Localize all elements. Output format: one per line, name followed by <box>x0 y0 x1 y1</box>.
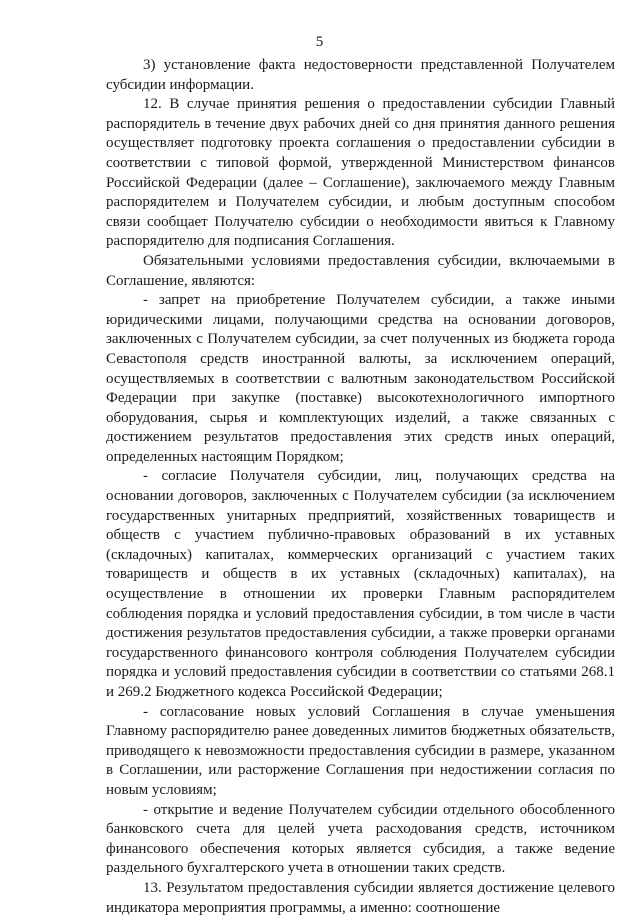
paragraph-clause-12: 12. В случае принятия решения о предоставлении субсидии Главный распорядитель в течение двух рабочих дней со дня принятия данного решения осуществляет подготовку проекта соглашения о предоставлении субсидии в соответствии с типовой формой, утвержденной Министерством финансов Российской Федерации (далее – Соглашение), заключаемого между Главным распорядителем и Получателем субсидии, и любым доступным способом связи сообщает Получателю субсидии о необходимости явиться к Главному распорядителю для подписания Соглашения. <box>106 96 615 250</box>
paragraph-item-3: 3) установление факта недостоверности представленной Получателем субсидии информации. <box>106 57 615 93</box>
page-number: 5 <box>315 34 324 50</box>
paragraph-conditions-intro: Обязательными условиями предоставления субсидии, включаемыми в Соглашение, являются: <box>106 252 615 289</box>
paragraph-currency-ban: - запрет на приобретение Получателем субсидии, а также иными юридическими лицами, получающими средства на основании договоров, заключенных с Получателем субсидии, за счет полученных из бюджета города Севастополя средств иностранной валюты, за исключением операций, осуществляемых в соответствии с валютным законодательством Российской Федерации при закупке (поставке) высокотехнологичного импортного оборудования, сырья и комплектующих изделий, а также связанных с достижением результатов предоставления этих средств иных операций, определенных настоящим Порядком; <box>106 292 615 465</box>
paragraph-inspection-consent: - согласие Получателя субсидии, лиц, получающих средства на основании договоров, заключенных с Получателем субсидии (за исключением государственных унитарных предприятий, хозяйственных товариществ и обществ с участием публично-правовых образований в их уставных (складочных) капиталах, коммерческих организаций с участием таких товариществ и обществ в их уставных (складочных) капиталах), на осуществление в отношении их проверки Главным распорядителем соблюдения порядка и условий предоставления субсидии, в том числе в части достижения результатов предоставления субсидии, а также проверки органами государственного финансового контроля соблюдения Получателем субсидии порядка и условий предоставления субсидии в соответствии со статьями 268.1 и 269.2 Бюджетного кодекса Российской Федерации; <box>106 468 615 700</box>
paragraph-clause-13: 13. Результатом предоставления субсидии является достижение целевого индикатора мероприятия программы, а именно: соотношение <box>106 879 615 916</box>
paragraph-bank-account: - открытие и ведение Получателем субсидии отдельного обособленного банковского счета для целей учета расходования средств, источником финансового обеспечения которых является субсидия, а также ведение раздельного бухгалтерского учета в отношении таких средств. <box>106 801 615 877</box>
paragraph-new-conditions: - согласование новых условий Соглашения в случае уменьшения Главному распорядителю ранее доведенных лимитов бюджетных обязательств, приводящего к невозможности предоставления субсидии в размере, указанном в Соглашении, или расторжение Соглашения при недостижении согласия по новым условиям; <box>106 703 615 798</box>
document-body <box>106 56 615 918</box>
